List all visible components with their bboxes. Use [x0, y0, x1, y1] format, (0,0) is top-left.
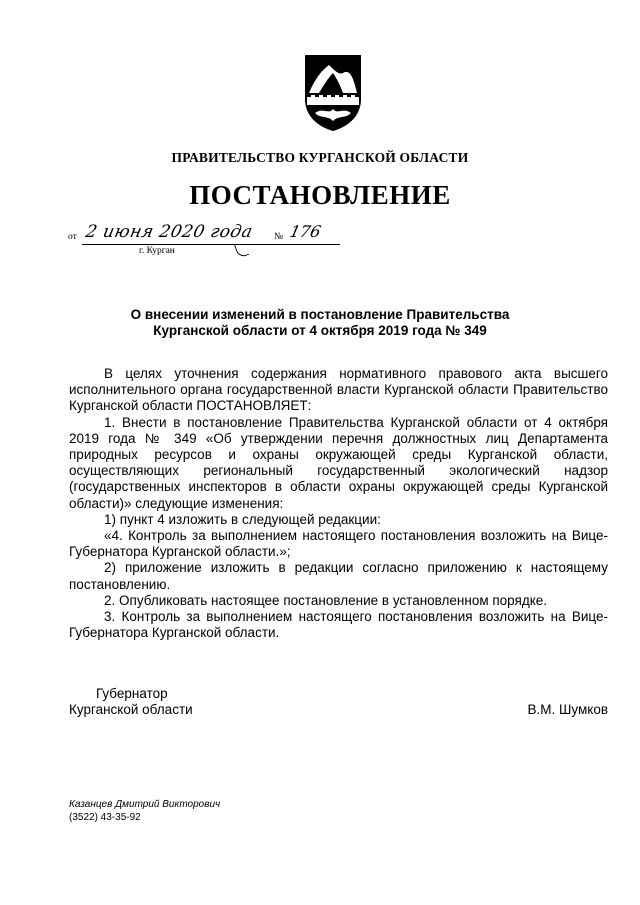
- handwritten-number: 176: [287, 222, 323, 241]
- document-subject: [0, 307, 640, 339]
- date-from-label: от: [68, 232, 77, 242]
- signatory-title-line-2: Курганской области: [69, 702, 193, 717]
- government-name: ПРАВИТЕЛЬСТВО КУРГАНСКОЙ ОБЛАСТИ: [171, 150, 469, 165]
- kurgan-coat-of-arms-icon: [299, 53, 367, 133]
- paragraph-preamble: В целях уточнения содержания нормативного правового акта высшего исполнительного органа государственной власти Курганской области Правительство Курганской области ПОСТАНОВЛЯЕТ:: [69, 366, 608, 414]
- date-number-line: [68, 222, 368, 246]
- signatory-title: [69, 686, 193, 718]
- paragraph-subitem-2: 2) приложение изложить в редакции согласно приложению к настоящему постановлению.: [69, 560, 608, 592]
- executor-phone: (3522) 43-35-92: [69, 812, 141, 823]
- paragraph-item-2: 2. Опубликовать настоящее постановление в установленном порядке.: [104, 592, 548, 608]
- handwritten-date: 2 июня 2020 года: [83, 222, 255, 242]
- paragraph-item-1: 1. Внести в постановление Правительства Курганской области от 4 октября 2019 года № 349 «Об утверждении перечня должностных лиц Департамента природных ресурсов и охраны окружающей среды Курганской области, осуществляющих региональный государственный экологический надзор (государственных инспекторов в области охраны окружающей среды Курганской области)» следующие изменения:: [69, 414, 608, 511]
- executor-name: Казанцев Дмитрий Викторович: [69, 799, 221, 810]
- paragraph-quoted-item-4: «4. Контроль за выполнением настоящего постановления возложить на Вице-Губернатора Курганской области.»;: [69, 528, 608, 560]
- executor-info: [69, 798, 220, 824]
- document-type-title: ПОСТАНОВЛЕНИЕ: [189, 180, 451, 210]
- paragraph-item-3: 3. Контроль за выполнением настоящего постановления возложить на Вице-Губернатора Курганской области.: [69, 609, 608, 641]
- subject-line-2: Курганской области от 4 октября 2019 года № 349: [153, 323, 487, 338]
- document-body: [69, 366, 608, 641]
- city-label: г. Курган: [139, 246, 175, 256]
- paragraph-subitem-1: 1) пункт 4 изложить в следующей редакции:: [104, 511, 381, 527]
- signatory-name: В.М. Шумков: [527, 702, 608, 717]
- subject-line-1: О внесении изменений в постановление Правительства: [130, 307, 510, 322]
- number-underline: [286, 244, 326, 245]
- number-label: №: [274, 232, 284, 242]
- signatory-title-line-1: Губернатор: [96, 686, 168, 701]
